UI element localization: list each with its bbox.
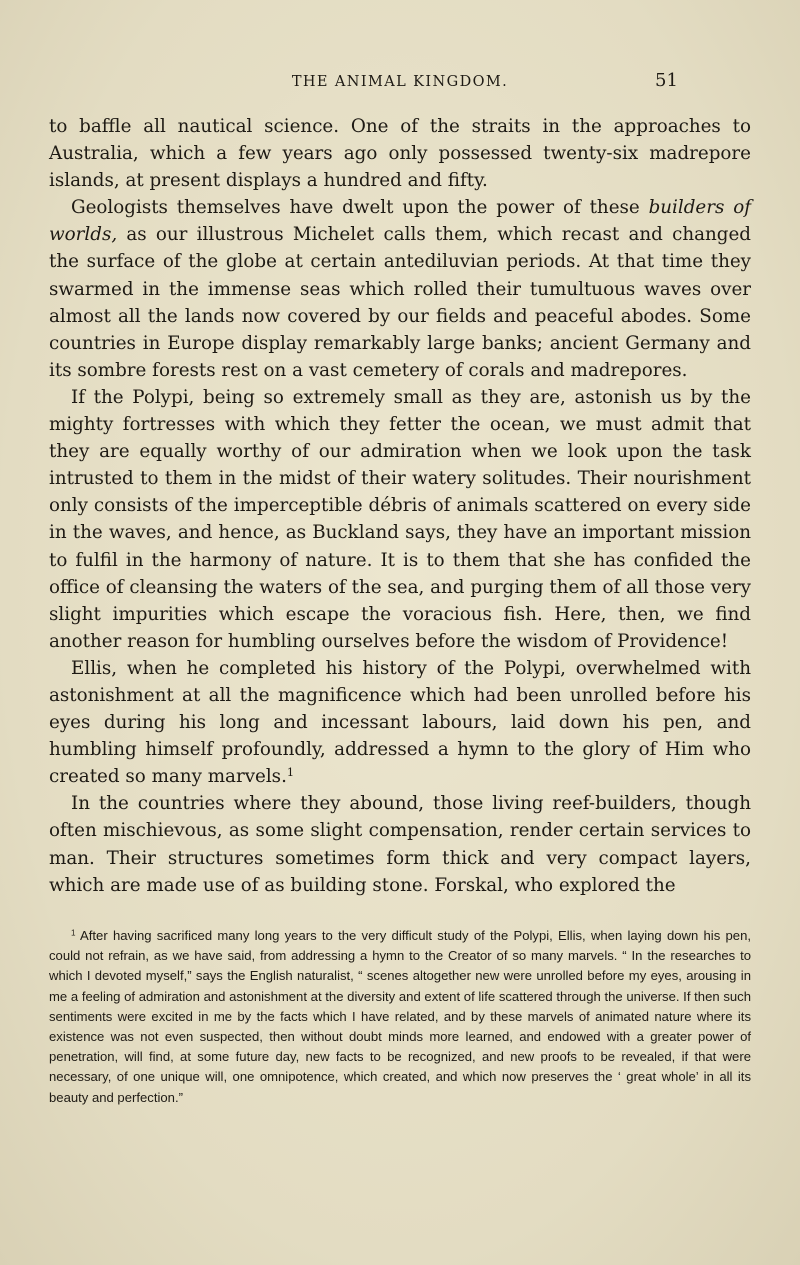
paragraph-3: If the Polypi, being so extremely small as they are, astonish us by the mighty fortresses with which they fetter the ocean, we must admit that they are equally worthy of our admiration when we look upon the task intrusted to them in the midst of their watery solitudes. Their nourishment only consists of the imperceptible débris of animals scattered on every side in the waves, and hence, as Buckland says, they have an important mission to fulfil in the harmony of nature. It is to them that she has confided the office of cleansing the waters of the sea, and purging them of all those very slight impurities which escape the voracious fish. Here, then, we find another reason for humbling ourselves before the wisdom of Providence! bbox=[49, 386, 751, 652]
footnote-paragraph bbox=[49, 926, 751, 1108]
paragraph-2-end: as our illustrous Michelet calls them, which recast and changed the surface of the globe at certain antediluvian periods. At that time they swarmed in the immense seas which rolled their tumultuous waves over almost all the lands now covered by our fields and peaceful abodes. Some countries in Europe display remarkably large banks; ancient Germany and its sombre forests rest on a vast cemetery of corals and madrepores. bbox=[49, 224, 751, 381]
paragraph-5: In the countries where they abound, those living reef-builders, though often mischievous, as some slight compensation, render certain services to man. Their structures sometimes form thick and very compact layers, which are made use of as building stone. Forskal, who explored the bbox=[49, 793, 751, 896]
footnote bbox=[49, 926, 751, 1108]
footnote-text: After having sacrificed many long years to the very difficult study of the Polypi, Ellis, when laying down his pen, could not refrain, as we have said, from addressing a hymn to the Creator of so many marvels. “ In the researches to which I devoted myself,” says the English naturalist, “ scenes altogether new were unrolled before my eyes, arousing in me a feeling of admiration and astonishment at the diversity and extent of life scattered through the universe. If then such sentiments were excited in me by the facts which I have related, and by these marvels of animated nature where its existence was not even suspected, then without doubt minds more learned, and endowed with a greater power of penetration, will find, at some future day, new facts to be recognized, and new proofs to be revealed, if that were necessary, of one unique will, one omnipotence, which created, and which now preserves the ‘ great whole’ in all its beauty and perfection.” bbox=[49, 928, 751, 1105]
footnote-reference: 1 bbox=[286, 765, 295, 780]
paragraph-1: to baffle all nautical science. One of the straits in the approaches to Australia, which a few years ago only possessed twenty-six madrepore islands, at present displays a hundred and fifty. bbox=[49, 116, 751, 192]
paragraph-4 bbox=[49, 655, 751, 790]
footnote-marker: 1 bbox=[71, 928, 76, 938]
builders-of-worlds-phrase: builders of worlds, bbox=[49, 197, 751, 246]
paragraph-2 bbox=[49, 194, 751, 384]
running-title: THE ANIMAL KINGDOM. bbox=[291, 74, 509, 90]
paragraph-2-start: Geologists themselves have dwelt upon the power of these bbox=[71, 197, 649, 219]
page-number: 51 bbox=[655, 70, 678, 91]
paragraph-4-text: Ellis, when he completed his history of the Polypi, overwhelmed with astonishment at all the magnificence which had been unrolled before his eyes during his long and incessant labours, laid down his pen, and humbling himself profoundly, addressed a hymn to the glory of Him who created so many marvels. bbox=[49, 657, 751, 788]
main-text bbox=[49, 113, 751, 899]
